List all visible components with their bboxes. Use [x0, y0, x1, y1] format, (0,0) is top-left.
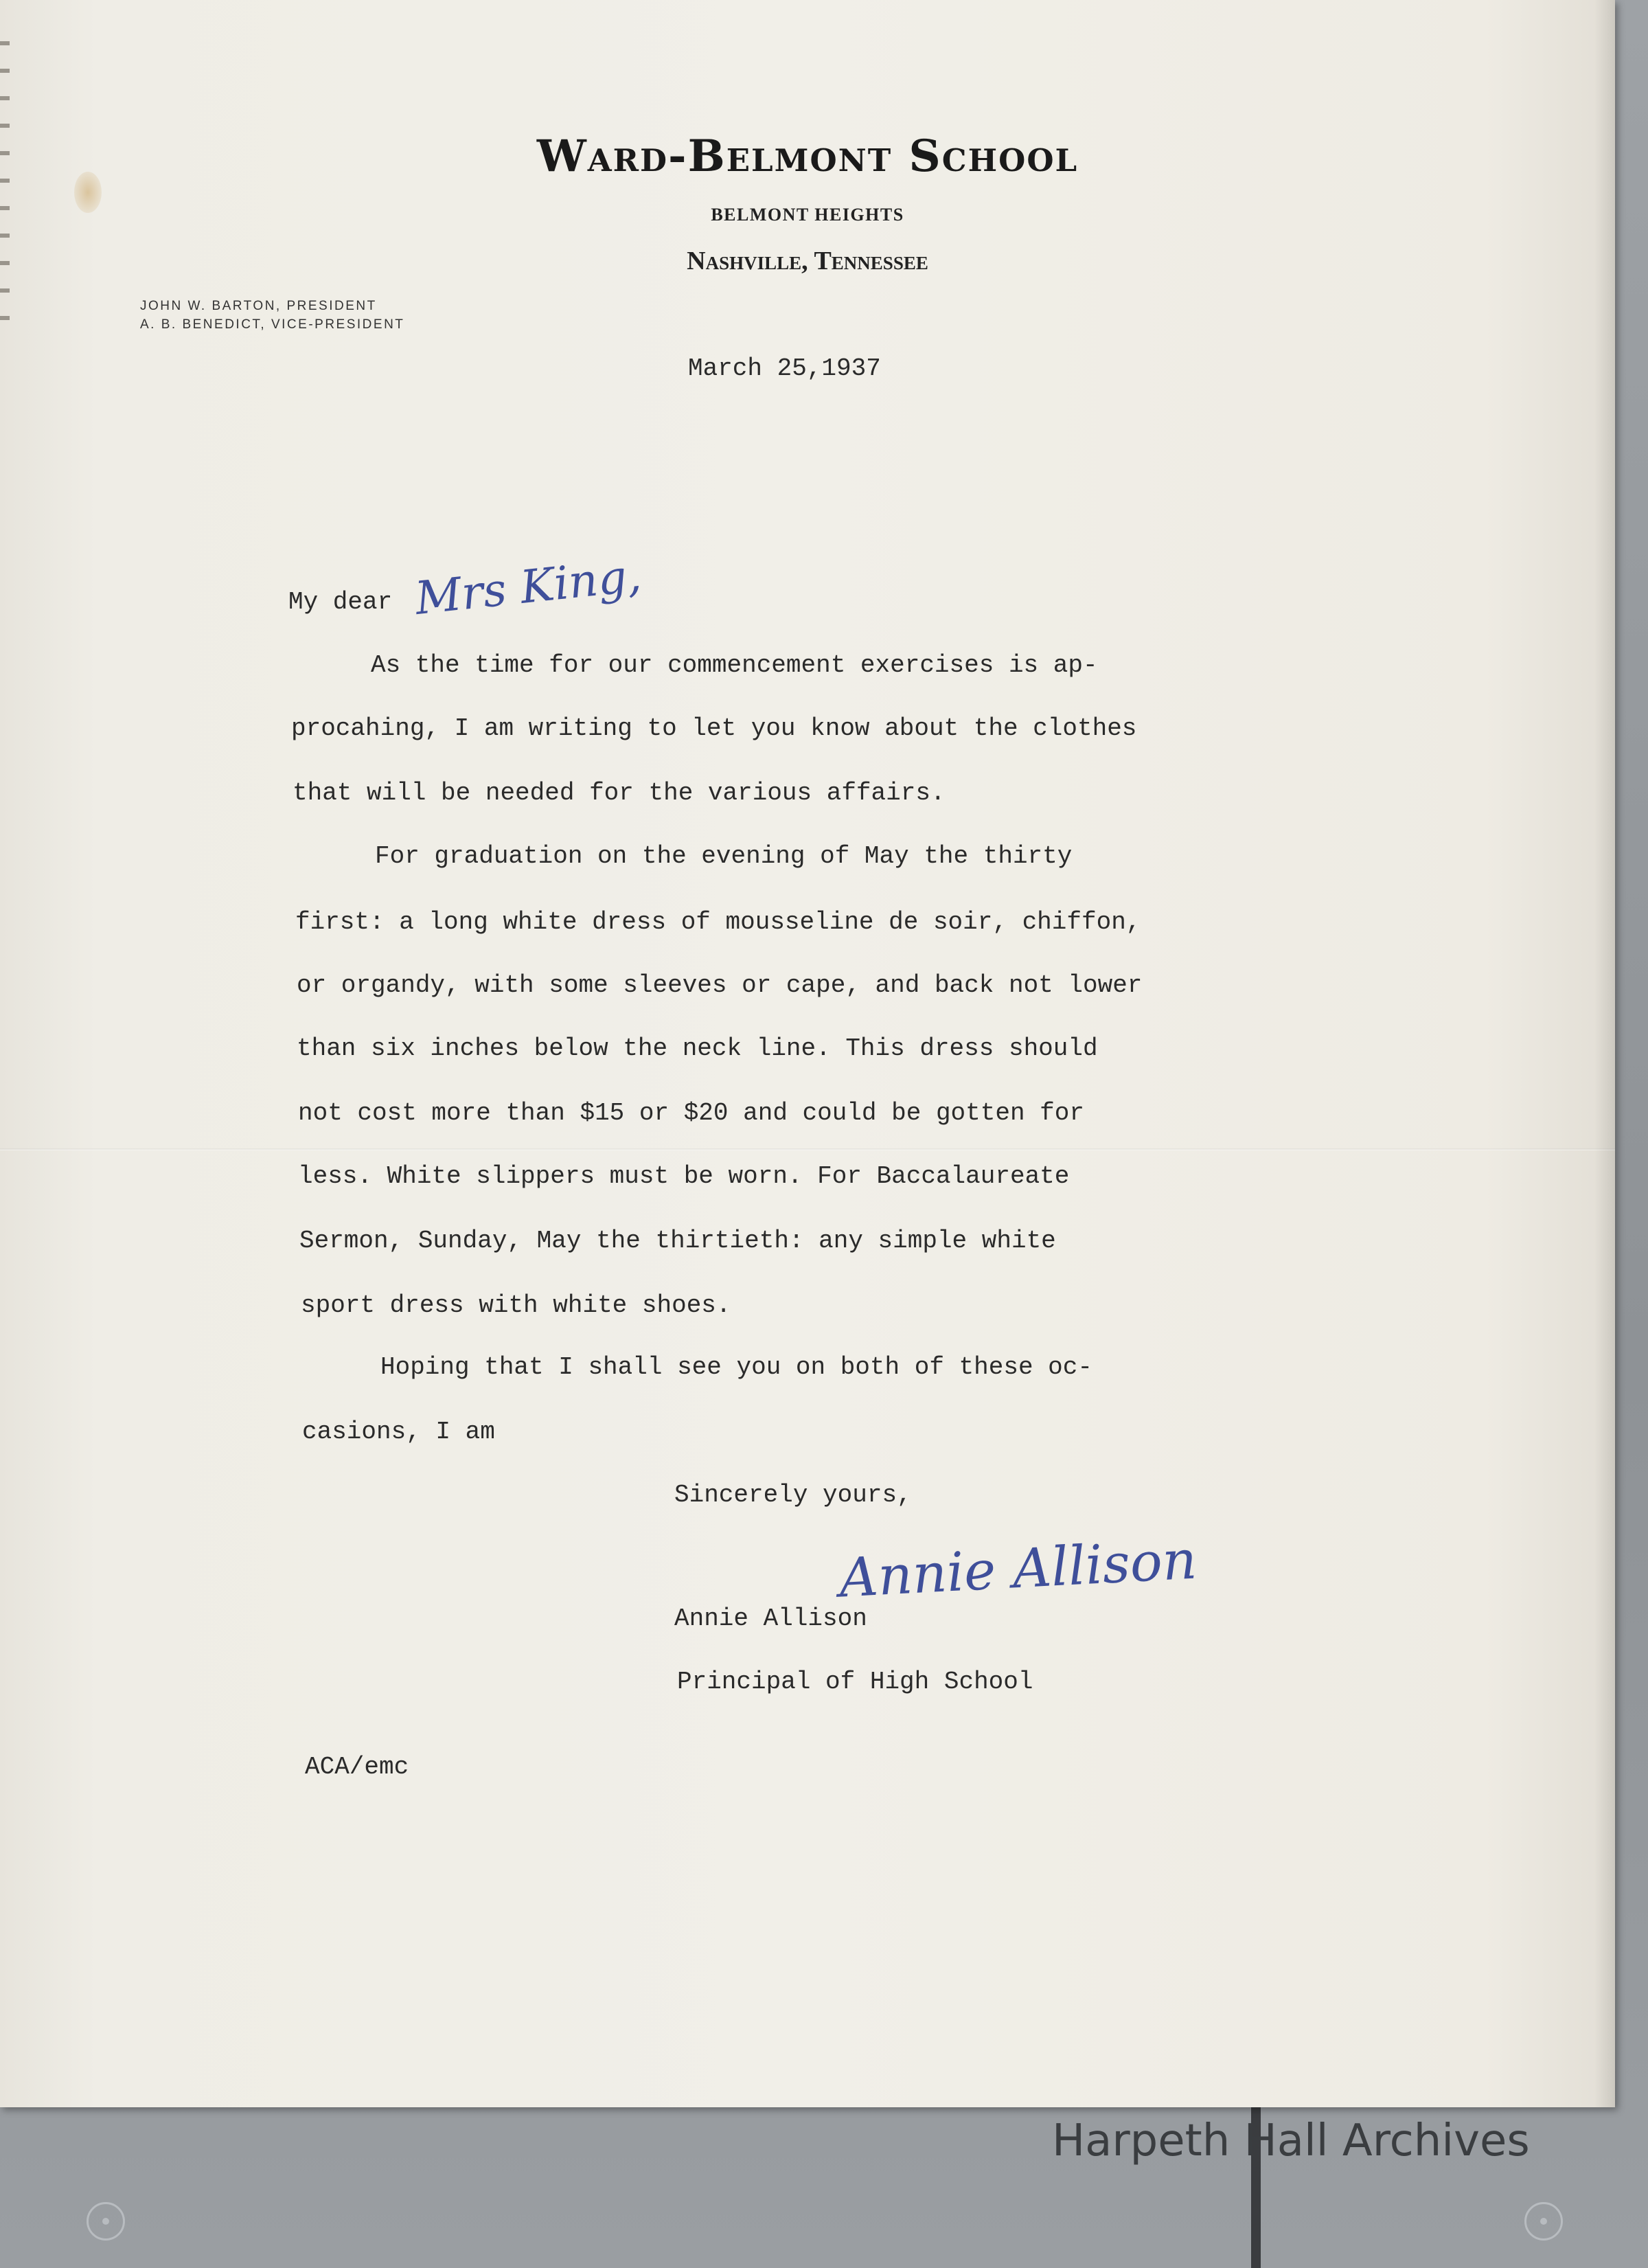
- letterhead-officers: [140, 297, 404, 334]
- body-line: Sermon, Sunday, May the thirtieth: any simple white: [299, 1227, 1056, 1255]
- paper-edge-marks: [0, 41, 10, 330]
- handwritten-signature: Annie Allison: [838, 1529, 1199, 1610]
- body-line: or organdy, with some sleeves or cape, and back not lower: [297, 971, 1143, 999]
- signer-title: Principal of High School: [677, 1668, 1033, 1696]
- reference-initials: ACA/emc: [305, 1753, 409, 1781]
- body-line: less. White slippers must be worn. For Baccalaureate: [298, 1162, 1070, 1190]
- body-line: than six inches below the neck line. This dress should: [297, 1034, 1098, 1063]
- scanner-screw-left: [87, 2202, 125, 2241]
- body-line: casions, I am: [302, 1418, 495, 1446]
- body-line: Hoping that I shall see you on both of these oc-: [380, 1353, 1092, 1381]
- signer-name: Annie Allison: [674, 1604, 867, 1633]
- scanner-screw-right: [1524, 2202, 1563, 2241]
- letter-date: March 25,1937: [688, 354, 881, 383]
- officer-president: JOHN W. BARTON, PRESIDENT: [140, 299, 377, 313]
- body-line: As the time for our commencement exercises is ap-: [371, 651, 1098, 679]
- body-line: first: a long white dress of mousseline de soir, chiffon,: [295, 908, 1141, 936]
- officer-vice-president: A. B. BENEDICT, VICE-PRESIDENT: [140, 317, 405, 332]
- body-line: not cost more than $15 or $20 and could be gotten for: [298, 1099, 1084, 1127]
- closing: Sincerely yours,: [674, 1481, 912, 1509]
- body-line: procahing, I am writing to let you know about the clothes: [291, 714, 1137, 742]
- letterhead-school-name: Ward-Belmont School: [536, 131, 1079, 182]
- body-line: that will be needed for the various affairs.: [293, 779, 946, 807]
- letterhead-city: Nashville, Tennessee: [687, 247, 928, 275]
- body-line: For graduation on the evening of May the thirty: [375, 842, 1073, 870]
- body-line: sport dress with white shoes.: [301, 1291, 731, 1319]
- letterhead-subtitle: BELMONT HEIGHTS: [711, 205, 904, 225]
- archive-watermark: Harpeth Hall Archives: [1052, 2116, 1530, 2166]
- salutation-prefix: My dear: [288, 588, 393, 616]
- salutation-handwritten-name: Mrs King,: [412, 548, 644, 626]
